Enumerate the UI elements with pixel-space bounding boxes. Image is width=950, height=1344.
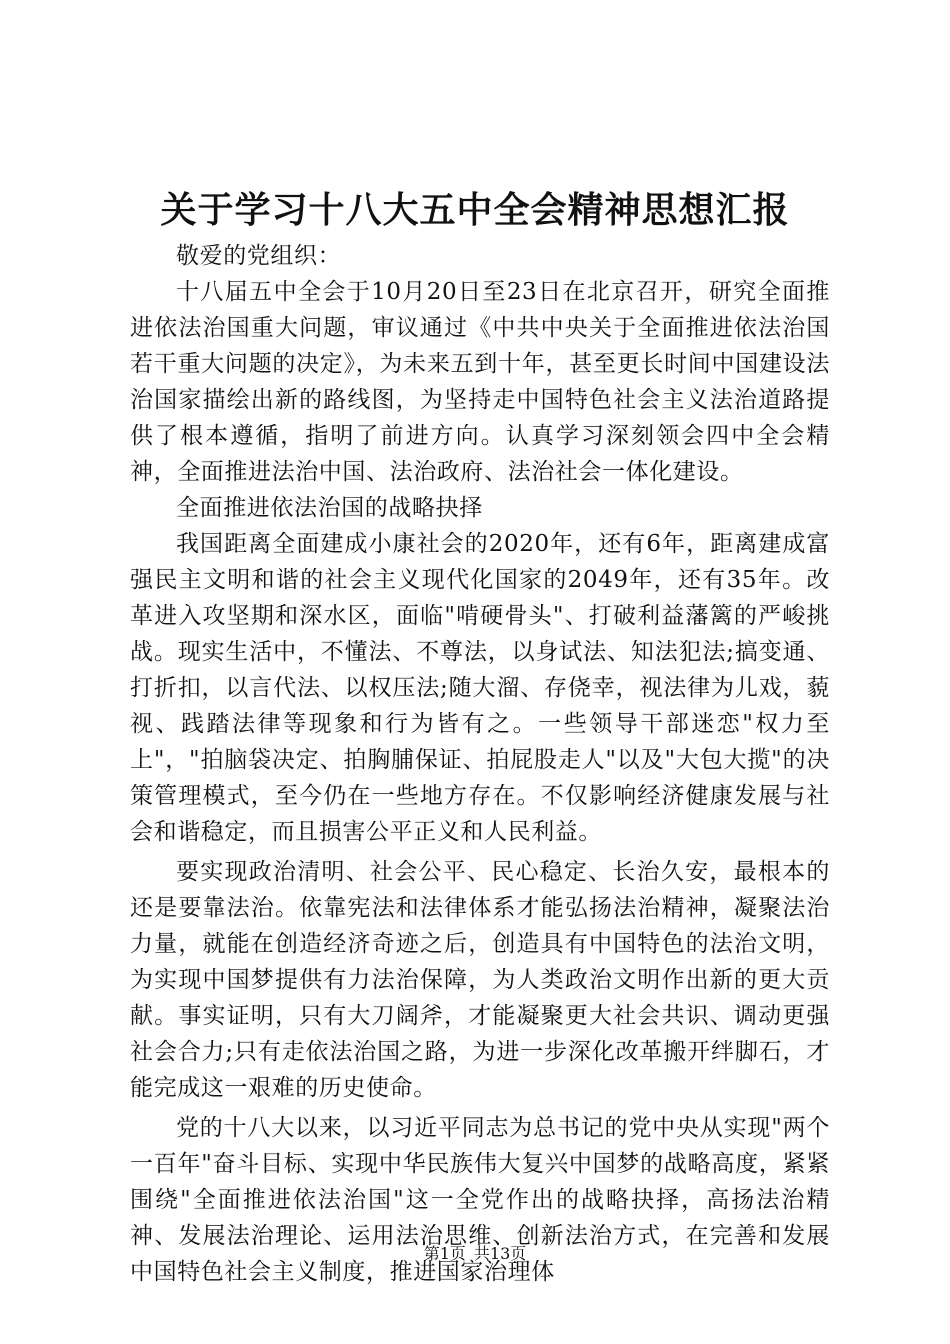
page-footer: [0, 1243, 950, 1265]
section-heading: 全面推进依法治国的战略抉择: [176, 495, 483, 521]
paragraph-3: 要实现政治清明、社会公平、民心稳定、长治久安，最根本的还是要靠法治。依靠宪法和法律体系才能弘扬法治精神，凝聚法治力量，就能在创造经济奇迹之后，创造具有中国特色的法治文明，为实现中国梦提供有力法治保障，为人类政治文明作出新的更大贡献。事实证明，只有大刀阔斧，才能凝聚更大社会共识、调动更强社会合力;只有走依法治国之路，为进一步深化改革搬开绊脚石，才能完成这一艰难的历史使命。: [130, 859, 830, 1101]
page-number: 第1页: [423, 1244, 466, 1263]
paragraph-4: 党的十八大以来，以习近平同志为总书记的党中央从实现"两个一百年"奋斗目标、实现中华民族伟大复兴中国梦的战略高度，紧紧围绕"全面推进依法治国"这一全党作出的战略抉择，高扬法治精神、发展法治理论、运用法治思维、创新法治方式，在完善和发展中国特色社会主义制度，推进国家治理体: [130, 1115, 830, 1285]
paragraph-2: 我国距离全面建成小康社会的2020年，还有6年，距离建成富强民主文明和谐的社会主义现代化国家的2049年，还有35年。改革进入攻坚期和深水区，面临"啃硬骨头"、打破利益藩篱的严峻挑战。现实生活中，不懂法、不尊法，以身试法、知法犯法;搞变通、打折扣，以言代法、以权压法;随大溜、存侥幸，视法律为儿戏，藐视、践踏法律等现象和行为皆有之。一些领导干部迷恋"权力至上"，"拍脑袋决定、拍胸脯保证、拍屁股走人"以及"大包大揽"的决策管理模式，至今仍在一些地方存在。不仅影响经济健康发展与社会和谐稳定，而且损害公平正义和人民利益。: [130, 531, 830, 845]
document-title: 关于学习十八大五中全会精神思想汇报: [160, 189, 790, 231]
document-body: [130, 238, 830, 1290]
salutation: 敬爱的党组织：: [176, 243, 342, 269]
page-total: 共13页: [473, 1244, 527, 1263]
paragraph-1: 十八届五中全会于10月20日至23日在北京召开，研究全面推进依法治国重大问题，审议通过《中共中央关于全面推进依法治国若干重大问题的决定》，为未来五到十年，甚至更长时间中国建设法治国家描绘出新的路线图，为坚持走中国特色社会主义法治道路提供了根本遵循，指明了前进方向。认真学习深刻领会四中全会精神，全面推进法治中国、法治政府、法治社会一体化建设。: [130, 279, 830, 485]
